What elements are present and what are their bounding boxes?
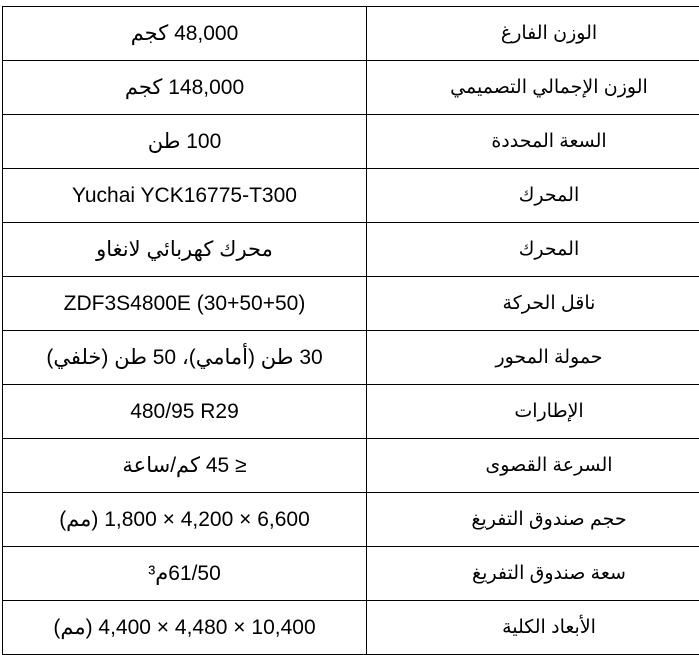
table-row [3, 331, 699, 385]
spec-value: ≤ 45 كم/ساعة [3, 439, 367, 493]
spec-value: محرك كهربائي لانغاو [3, 223, 367, 277]
table-row [3, 61, 699, 115]
table-row [3, 169, 699, 223]
spec-value: 10,400 × 4,480 × 4,400 (مم) [3, 601, 367, 655]
spec-value: 30 طن (أمامي)، 50 طن (خلفي) [3, 331, 367, 385]
spec-label: السعة المحددة [367, 115, 699, 169]
spec-value: 100 طن [3, 115, 367, 169]
spec-table-body [3, 7, 699, 655]
spec-value: ZDF3S4800E (30+50+50) [3, 277, 367, 331]
spec-label: الأبعاد الكلية [367, 601, 699, 655]
spec-value: 6,600 × 4,200 × 1,800 (مم) [3, 493, 367, 547]
table-row [3, 7, 699, 61]
table-row [3, 493, 699, 547]
spec-label: الإطارات [367, 385, 699, 439]
spec-value: 480/95 R29 [3, 385, 367, 439]
spec-label: المحرك [367, 169, 699, 223]
spec-label: ناقل الحركة [367, 277, 699, 331]
spec-value: 61/50م³ [3, 547, 367, 601]
spec-table [2, 6, 699, 655]
spec-label: الوزن الفارغ [367, 7, 699, 61]
table-row [3, 115, 699, 169]
table-row [3, 385, 699, 439]
spec-value: 48,000 كجم [3, 7, 367, 61]
table-row [3, 547, 699, 601]
table-row [3, 601, 699, 655]
spec-label: الوزن الإجمالي التصميمي [367, 61, 699, 115]
spec-value: Yuchai YCK16775-T300 [3, 169, 367, 223]
table-row [3, 223, 699, 277]
spec-label: السرعة القصوى [367, 439, 699, 493]
spec-label: حجم صندوق التفريغ [367, 493, 699, 547]
spec-label: المحرك [367, 223, 699, 277]
spec-label: حمولة المحور [367, 331, 699, 385]
spec-label: سعة صندوق التفريغ [367, 547, 699, 601]
table-row [3, 439, 699, 493]
table-row [3, 277, 699, 331]
spec-value: 148,000 كجم [3, 61, 367, 115]
